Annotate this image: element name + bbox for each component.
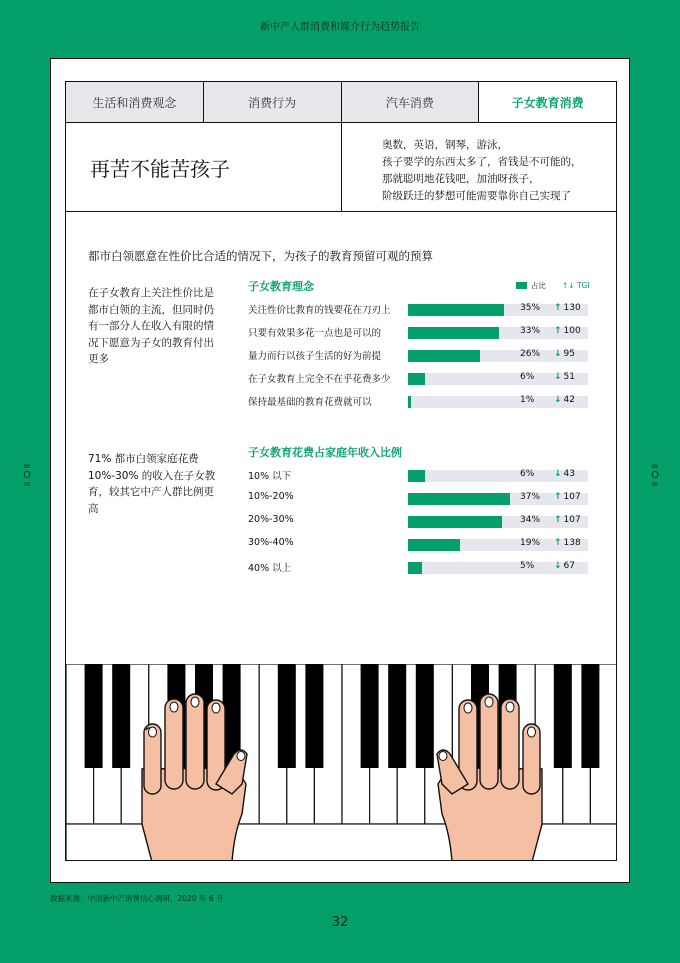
bar (408, 562, 422, 574)
tgi-label (554, 469, 575, 479)
section-subtitle: 都市白领愿意在性价比合适的情况下，为孩子的教育预留可观的预算 (88, 249, 433, 263)
arrow-down-icon: ↓ (554, 349, 562, 359)
bar-label: 只要有效果多花一点也是可以的 (248, 328, 382, 339)
bar-label: 量力而行以孩子生活的好为前提 (248, 351, 382, 362)
black-key (85, 664, 103, 768)
black-key (361, 664, 379, 768)
bar-label: 在子女教育上完全不在乎花费多少 (248, 374, 391, 385)
tab-lifestyle[interactable]: 生活和消费观念 (66, 82, 204, 122)
bar-value-label: 1% (520, 395, 535, 405)
bar (408, 396, 411, 408)
bar-row (248, 371, 588, 385)
content-panel (65, 81, 617, 861)
bar-label: 关注性价比教育的钱要花在刀刃上 (248, 305, 391, 316)
bar-value-label: 6% (520, 372, 535, 382)
tgi-value: 138 (563, 538, 581, 548)
tgi-value: 100 (563, 326, 581, 336)
hero-quote (342, 123, 616, 211)
bar-row (248, 394, 588, 408)
tgi-value: 95 (563, 349, 575, 359)
black-key (305, 664, 323, 768)
tgi-value: 51 (563, 372, 575, 382)
bar (408, 516, 502, 528)
legend-swatch (516, 282, 527, 289)
tgi-label (554, 372, 575, 382)
bar-row (248, 302, 588, 316)
bar-value-label: 19% (520, 538, 541, 548)
black-key (416, 664, 434, 768)
arrow-up-icon: ↑ (554, 515, 562, 525)
tab-bar (66, 82, 616, 123)
arrow-up-icon: ↑ (554, 303, 562, 313)
bar-value-label: 6% (520, 469, 535, 479)
legend-tgi: ↑↓ TGI (562, 281, 590, 290)
data-source: 数据来源：中国新中产消费信心调研，2020 年 6 月 (50, 894, 224, 903)
bar-label: 10% 以下 (248, 471, 292, 482)
tgi-value: 130 (563, 303, 581, 313)
tgi-label (554, 349, 575, 359)
bar-label: 10%-20% (248, 491, 294, 502)
bar (408, 350, 480, 362)
bar-row (248, 560, 588, 574)
arrow-down-icon: ↓ (554, 561, 562, 571)
bar (408, 539, 460, 551)
bar-label: 40% 以上 (248, 563, 292, 574)
side-mark-right: = O = (650, 461, 660, 490)
bar-row (248, 537, 588, 551)
arrow-up-icon: ↑ (554, 538, 562, 548)
tgi-label (554, 326, 581, 336)
bar-row (248, 348, 588, 362)
bar (408, 470, 425, 482)
black-key (581, 664, 599, 768)
piano-hands-illustration (66, 664, 617, 861)
tgi-value: 107 (563, 492, 581, 502)
bar (408, 373, 425, 385)
bar-value-label: 5% (520, 561, 535, 571)
legend-share: 占比 (531, 281, 546, 290)
page-number: 32 (331, 915, 349, 930)
arrow-down-icon: ↓ (554, 395, 562, 405)
quote-line: 阶级跃迁的梦想可能需要靠你自己实现了 (382, 190, 571, 202)
bar-value-label: 33% (520, 326, 541, 336)
report-title: 新中产人群消费和媒介行为趋势报告 (260, 22, 420, 33)
tgi-label (554, 515, 581, 525)
bar-label: 30%-40% (248, 537, 294, 548)
arrow-up-icon: ↑ (554, 326, 562, 336)
tgi-label (554, 303, 581, 313)
bar (408, 304, 504, 316)
note-first: 在子女教育上关注性价比是都市白领的主流，但同时仍有一部分人在收入有限的情况下愿意为子女的教育付出更多 (88, 287, 214, 365)
bar-label: 保持最基础的教育花费就可以 (248, 397, 372, 408)
tab-car[interactable]: 汽车消费 (342, 82, 480, 122)
tgi-label (554, 538, 581, 548)
bar (408, 493, 510, 505)
arrow-up-icon: ↑ (554, 492, 562, 502)
black-key (388, 664, 406, 768)
chart-legend (516, 280, 590, 291)
tab-education[interactable]: 子女教育消费 (479, 82, 616, 122)
black-key (112, 664, 130, 768)
tgi-label (554, 395, 575, 405)
tgi-label (554, 492, 581, 502)
side-mark-left: = O = (22, 461, 32, 490)
tgi-value: 42 (563, 395, 575, 405)
page-frame (50, 58, 630, 883)
bar-row (248, 491, 588, 505)
note-second: 71% 都市白领家庭花费 10%-30% 的收入在子女教育，较其它中产人群比例更高 (88, 453, 216, 515)
bar-value-label: 35% (520, 303, 541, 313)
hero-block (66, 123, 616, 212)
bar-label: 20%-30% (248, 514, 294, 525)
bar-value-label: 26% (520, 349, 541, 359)
quote-line: 那就聪明地花钱吧，加油呀孩子， (382, 173, 540, 185)
page-title: 再苦不能苦孩子 (66, 123, 342, 211)
chart-title-philosophy: 子女教育理念 (248, 280, 314, 293)
quote-line: 孩子要学的东西太多了，省钱是不可能的， (382, 156, 582, 168)
black-key (554, 664, 572, 768)
black-key (278, 664, 296, 768)
bar-row (248, 468, 588, 482)
tgi-label (554, 561, 575, 571)
tgi-value: 43 (563, 469, 575, 479)
arrow-down-icon: ↓ (554, 469, 562, 479)
tgi-value: 67 (563, 561, 575, 571)
arrow-down-icon: ↓ (554, 372, 562, 382)
tgi-value: 107 (563, 515, 581, 525)
tab-consumption[interactable]: 消费行为 (204, 82, 342, 122)
bar-value-label: 34% (520, 515, 541, 525)
bar-value-label: 37% (520, 492, 541, 502)
bar-row (248, 514, 588, 528)
chart-title-spending: 子女教育花费占家庭年收入比例 (248, 446, 402, 459)
quote-line: 奥数，英语，钢琴，游泳， (382, 139, 508, 151)
bar (408, 327, 499, 339)
bar-row (248, 325, 588, 339)
